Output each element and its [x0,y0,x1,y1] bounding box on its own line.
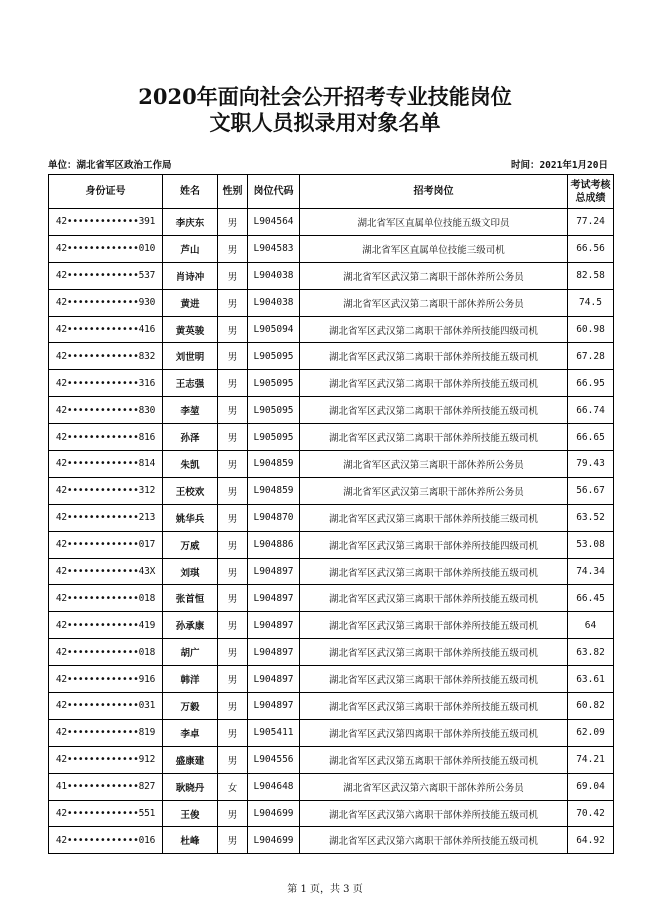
id-cell: 42•••••••••••••537 [49,262,163,289]
table-row [49,504,614,531]
score-cell: 63.61 [568,666,614,693]
score-cell: 66.65 [568,424,614,451]
id-cell: 42•••••••••••••419 [49,612,163,639]
header-id: 身份证号 [49,175,163,209]
id-cell: 42•••••••••••••017 [49,531,163,558]
name-cell: 刘琪 [163,558,218,585]
header-gender: 性别 [218,175,248,209]
id-cell: 42•••••••••••••010 [49,235,163,262]
code-cell: L904897 [248,585,300,612]
id-cell: 42•••••••••••••031 [49,693,163,720]
gender-cell: 男 [218,585,248,612]
score-cell: 74.21 [568,746,614,773]
code-cell: L904897 [248,666,300,693]
position-cell: 湖北省军区武汉第三离职干部休养所技能五级司机 [300,612,568,639]
gender-cell: 男 [218,397,248,424]
name-cell: 耿晓丹 [163,773,218,800]
code-cell: L904897 [248,693,300,720]
gender-cell: 男 [218,800,248,827]
name-cell: 万威 [163,531,218,558]
header-position: 招考岗位 [300,175,568,209]
table-header-row [49,175,614,209]
code-cell: L905411 [248,719,300,746]
gender-cell: 男 [218,827,248,854]
gender-cell: 女 [218,773,248,800]
position-cell: 湖北省军区武汉第六离职干部休养所技能五级司机 [300,827,568,854]
name-cell: 韩洋 [163,666,218,693]
table-row [49,209,614,236]
name-cell: 黄进 [163,289,218,316]
gender-cell: 男 [218,451,248,478]
score-cell: 60.82 [568,693,614,720]
table-row [49,612,614,639]
score-cell: 74.5 [568,289,614,316]
id-cell: 42•••••••••••••832 [49,343,163,370]
position-cell: 湖北省军区武汉第三离职干部休养所技能三级司机 [300,504,568,531]
table-row [49,343,614,370]
id-cell: 42•••••••••••••930 [49,289,163,316]
position-cell: 湖北省军区武汉第二离职干部休养所公务员 [300,262,568,289]
id-cell: 42•••••••••••••912 [49,746,163,773]
code-cell: L905094 [248,316,300,343]
code-cell: L904897 [248,639,300,666]
gender-cell: 男 [218,235,248,262]
gender-cell: 男 [218,639,248,666]
table-row [49,289,614,316]
name-cell: 肖诗冲 [163,262,218,289]
table-row [49,235,614,262]
name-cell: 芦山 [163,235,218,262]
gender-cell: 男 [218,343,248,370]
code-cell: L904897 [248,558,300,585]
position-cell: 湖北省军区武汉第三离职干部休养所技能四级司机 [300,531,568,558]
table-row [49,666,614,693]
score-cell: 82.58 [568,262,614,289]
score-cell: 60.98 [568,316,614,343]
id-cell: 42•••••••••••••830 [49,397,163,424]
name-cell: 姚华兵 [163,504,218,531]
name-cell: 万毅 [163,693,218,720]
table-row [49,800,614,827]
name-cell: 王校欢 [163,477,218,504]
position-cell: 湖北省军区武汉第二离职干部休养所技能五级司机 [300,370,568,397]
gender-cell: 男 [218,719,248,746]
gender-cell: 男 [218,746,248,773]
code-cell: L904699 [248,827,300,854]
date-label: 时间：2021年1月20日 [510,160,608,171]
header-code: 岗位代码 [248,175,300,209]
code-cell: L904583 [248,235,300,262]
position-cell: 湖北省军区武汉第四离职干部休养所技能五级司机 [300,719,568,746]
id-cell: 41•••••••••••••827 [49,773,163,800]
name-cell: 胡广 [163,639,218,666]
score-cell: 63.52 [568,504,614,531]
score-cell: 67.28 [568,343,614,370]
score-cell: 64 [568,612,614,639]
position-cell: 湖北省军区武汉第三离职干部休养所技能五级司机 [300,693,568,720]
id-cell: 42•••••••••••••43X [49,558,163,585]
score-cell: 66.45 [568,585,614,612]
gender-cell: 男 [218,316,248,343]
code-cell: L904038 [248,262,300,289]
score-cell: 62.09 [568,719,614,746]
candidate-table [48,174,614,854]
position-cell: 湖北省军区直属单位技能三级司机 [300,235,568,262]
code-cell: L905095 [248,343,300,370]
code-cell: L905095 [248,370,300,397]
position-cell: 湖北省军区武汉第三离职干部休养所技能五级司机 [300,639,568,666]
id-cell: 42•••••••••••••316 [49,370,163,397]
position-cell: 湖北省军区武汉第三离职干部休养所公务员 [300,451,568,478]
gender-cell: 男 [218,370,248,397]
header-score-line2: 总成绩 [575,192,606,204]
code-cell: L905095 [248,424,300,451]
gender-cell: 男 [218,666,248,693]
id-cell: 42•••••••••••••916 [49,666,163,693]
gender-cell: 男 [218,477,248,504]
name-cell: 李卓 [163,719,218,746]
score-cell: 77.24 [568,209,614,236]
header-name: 姓名 [163,175,218,209]
position-cell: 湖北省军区武汉第六离职干部休养所技能五级司机 [300,800,568,827]
name-cell: 孙泽 [163,424,218,451]
gender-cell: 男 [218,209,248,236]
position-cell: 湖北省军区武汉第三离职干部休养所技能五级司机 [300,666,568,693]
position-cell: 湖北省军区武汉第三离职干部休养所技能五级司机 [300,558,568,585]
name-cell: 刘世明 [163,343,218,370]
title-line-2: 文职人员拟录用对象名单 [209,110,441,135]
name-cell: 李庆东 [163,209,218,236]
position-cell: 湖北省军区武汉第二离职干部休养所技能四级司机 [300,316,568,343]
code-cell: L904886 [248,531,300,558]
id-cell: 42•••••••••••••018 [49,639,163,666]
gender-cell: 男 [218,558,248,585]
id-cell: 42•••••••••••••016 [49,827,163,854]
position-cell: 湖北省军区武汉第六离职干部休养所公务员 [300,773,568,800]
score-cell: 66.95 [568,370,614,397]
table-row [49,262,614,289]
name-cell: 杜峰 [163,827,218,854]
id-cell: 42•••••••••••••816 [49,424,163,451]
score-cell: 64.92 [568,827,614,854]
position-cell: 湖北省军区武汉第二离职干部休养所技能五级司机 [300,343,568,370]
table-row [49,746,614,773]
table-row [49,397,614,424]
code-cell: L904648 [248,773,300,800]
code-cell: L904038 [248,289,300,316]
gender-cell: 男 [218,504,248,531]
table-row [49,558,614,585]
score-cell: 56.67 [568,477,614,504]
table-row [49,477,614,504]
name-cell: 孙承康 [163,612,218,639]
table-row [49,451,614,478]
score-cell: 70.42 [568,800,614,827]
gender-cell: 男 [218,693,248,720]
name-cell: 王俊 [163,800,218,827]
table-row [49,827,614,854]
score-cell: 66.74 [568,397,614,424]
gender-cell: 男 [218,289,248,316]
score-cell: 63.82 [568,639,614,666]
header-score-line1: 考试考核 [570,179,611,191]
name-cell: 王志强 [163,370,218,397]
gender-cell: 男 [218,424,248,451]
name-cell: 盛康建 [163,746,218,773]
position-cell: 湖北省军区武汉第三离职干部休养所技能五级司机 [300,585,568,612]
table-row [49,585,614,612]
code-cell: L904556 [248,746,300,773]
position-cell: 湖北省军区武汉第二离职干部休养所技能五级司机 [300,424,568,451]
table-row [49,719,614,746]
table-row [49,531,614,558]
id-cell: 42•••••••••••••416 [49,316,163,343]
position-cell: 湖北省军区武汉第五离职干部休养所技能五级司机 [300,746,568,773]
page-footer: 第 1 页，共 3 页 [287,884,363,895]
name-cell: 黄英骏 [163,316,218,343]
title-line-1: 2020年面向社会公开招考专业技能岗位 [138,84,512,109]
gender-cell: 男 [218,612,248,639]
id-cell: 42•••••••••••••312 [49,477,163,504]
table-row [49,424,614,451]
gender-cell: 男 [218,531,248,558]
id-cell: 42•••••••••••••551 [49,800,163,827]
gender-cell: 男 [218,262,248,289]
name-cell: 朱凯 [163,451,218,478]
code-cell: L904859 [248,477,300,504]
score-cell: 74.34 [568,558,614,585]
unit-label: 单位：湖北省军区政治工作局 [48,160,172,171]
id-cell: 42•••••••••••••814 [49,451,163,478]
code-cell: L904897 [248,612,300,639]
score-cell: 66.56 [568,235,614,262]
name-cell: 李堃 [163,397,218,424]
code-cell: L904859 [248,451,300,478]
id-cell: 42•••••••••••••213 [49,504,163,531]
position-cell: 湖北省军区武汉第三离职干部休养所公务员 [300,477,568,504]
id-cell: 42•••••••••••••391 [49,209,163,236]
position-cell: 湖北省军区武汉第二离职干部休养所公务员 [300,289,568,316]
id-cell: 42•••••••••••••819 [49,719,163,746]
table-row [49,693,614,720]
name-cell: 张首恒 [163,585,218,612]
table-row [49,370,614,397]
table-row [49,639,614,666]
header-score [568,175,614,209]
score-cell: 69.04 [568,773,614,800]
code-cell: L904699 [248,800,300,827]
code-cell: L905095 [248,397,300,424]
code-cell: L904564 [248,209,300,236]
score-cell: 79.43 [568,451,614,478]
table-row [49,773,614,800]
table-row [49,316,614,343]
code-cell: L904870 [248,504,300,531]
score-cell: 53.08 [568,531,614,558]
position-cell: 湖北省军区武汉第二离职干部休养所技能五级司机 [300,397,568,424]
position-cell: 湖北省军区直属单位技能五级文印员 [300,209,568,236]
id-cell: 42•••••••••••••018 [49,585,163,612]
